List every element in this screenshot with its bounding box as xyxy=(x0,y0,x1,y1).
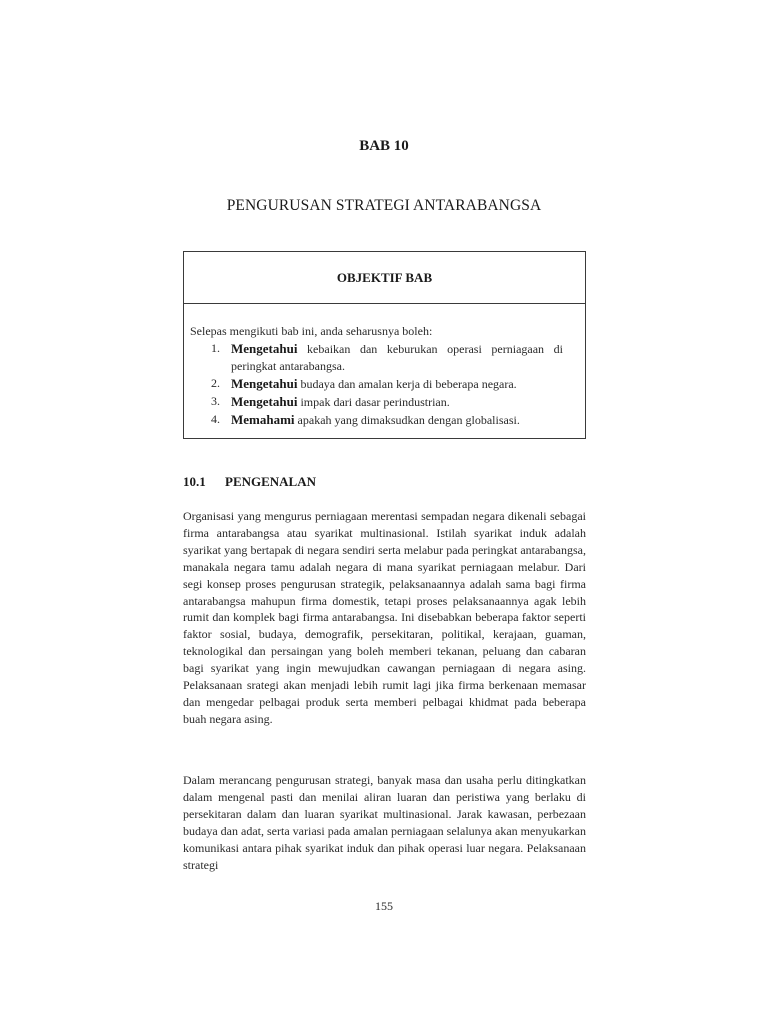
objective-text: impak dari dasar perindustrian. xyxy=(297,395,450,409)
objective-verb: Mengetahui xyxy=(231,341,298,356)
objective-item xyxy=(190,340,585,375)
objectives-body xyxy=(184,304,585,429)
objectives-header: OBJEKTIF BAB xyxy=(184,252,585,304)
objectives-list xyxy=(190,340,585,429)
page-number: 155 xyxy=(375,899,393,913)
objective-verb: Mengetahui xyxy=(231,394,298,409)
objective-number: 4. xyxy=(211,412,220,426)
objectives-intro: Selepas mengikuti bab ini, anda seharusnya boleh: xyxy=(190,324,433,338)
objective-item xyxy=(190,393,585,411)
section-heading xyxy=(183,474,316,490)
body-paragraph: Dalam merancang pengurusan strategi, banyak masa dan usaha perlu ditingkatkan dalam mengenal pasti dan menilai aliran luaran dan peristiwa yang berlaku di persekitaran dalam dan luaran syarikat multinasional. Jarak kawasan, perbezaan budaya dan adat, serta variasi pada amalan perniagaan selalunya akan menyukarkan komunikasi antara pihak syarikat induk dan pihak operasi luar negara. Pelaksanaan strategi xyxy=(183,773,586,872)
objective-text: kebaikan dan keburukan operasi perniagaan di peringkat antarabangsa. xyxy=(231,342,563,373)
body-paragraph: Organisasi yang mengurus perniagaan merentasi sempadan negara dikenali sebagai firma antarabangsa atau syarikat multinasional. Istilah syarikat induk adalah syarikat yang bertapak di negara sendiri serta melabur pada peringkat antarabangsa, manakala negara tamu adalah negara di mana syarikat perniagaan melabur. Dari segi konsep proses pengurusan strategik, pelaksanaannya adalah sama bagi firma antarabangsa mahupun firma domestik, tetapi proses pelaksanaannya agak lebih rumit dan komplek bagi firma antarabangsa. Ini disebabkan beberapa faktor seperti faktor sosial, budaya, demografik, persekitaran, politikal, kerajaan, guaman, teknologikal dan persaingan yang boleh memberi tekanan, peluang dan cabaran bagi syarikat yang ingin mewujudkan cawangan perniagaan di negara asing. Pelaksanaan srategi akan menjadi lebih rumit lagi jika firma berkenaan memasar dan mengedar pelbagai produk serta memberi pelbagai khidmat pada beberapa buah negara asing. xyxy=(183,509,586,726)
objective-item xyxy=(190,411,585,429)
objective-item xyxy=(190,375,585,393)
objective-number: 3. xyxy=(211,394,220,408)
objective-text: budaya dan amalan kerja di beberapa negara. xyxy=(297,377,517,391)
chapter-title: PENGURUSAN STRATEGI ANTARABANGSA xyxy=(226,197,542,214)
objectives-box xyxy=(183,251,586,439)
chapter-label: BAB 10 xyxy=(359,138,409,154)
objective-number: 1. xyxy=(211,341,220,355)
objective-number: 2. xyxy=(211,376,220,390)
section-title: PENGENALAN xyxy=(225,474,317,489)
objective-verb: Memahami xyxy=(231,412,295,427)
section-number: 10.1 xyxy=(183,474,206,489)
objective-text: apakah yang dimaksudkan dengan globalisasi. xyxy=(294,413,520,427)
objective-verb: Mengetahui xyxy=(231,376,298,391)
